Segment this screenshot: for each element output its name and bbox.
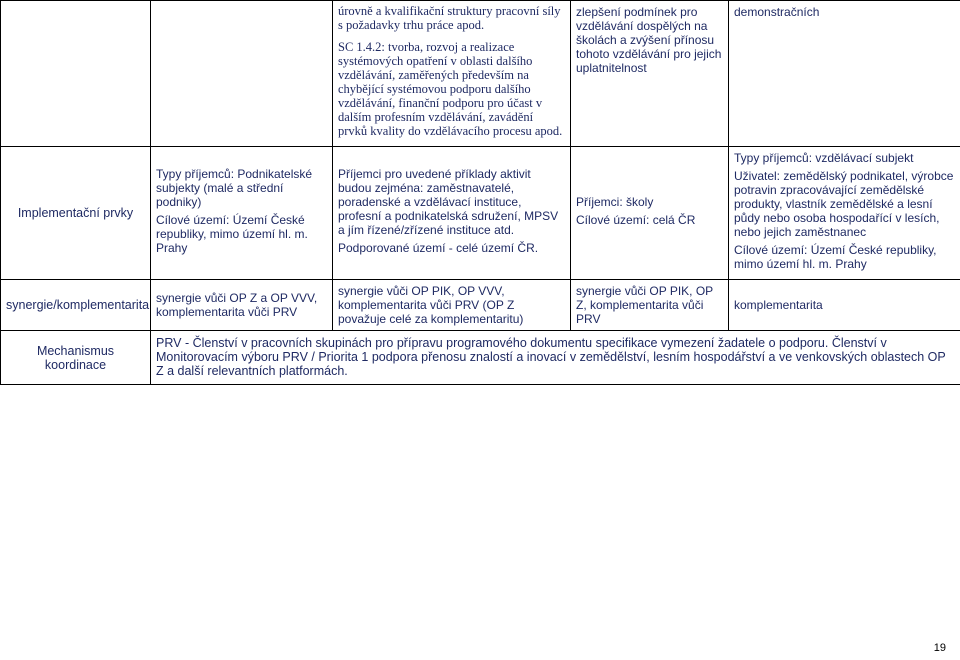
row-header-synergy: synergie/komplementarita [1,280,151,331]
cell-text: SC 1.4.2: tvorba, rozvoj a realizace systémových opatření v oblasti dalšího vzdělávání, zaměřených především na chybějící systémovou podporu dalšího vzdělávání, finanční podporu pro účast v dalším profesním vzdělávání, zavádění prvků kvality do vzdělávacího procesu apod. [338,40,563,138]
cell-coordination: PRV - Členství v pracovních skupinách pro přípravu programového dokumentu specifikace vymezení žadatele o podporu. Členství v Monitorovacím výboru PRV / Priorita 1 podpora přenosu znalostí a inovací v zemědělství, lesním hospodářství a ve venkovských oblastech OP Z a další relevantních platformách. [151,331,960,385]
table-row-synergy [1,280,960,331]
cell-text: úrovně a kvalifikační struktury pracovní síly s požadavky trhu práce apod. [338,4,561,32]
table-row-implementation [1,147,960,280]
cell-impl-col5 [729,147,960,280]
cell-text: Příjemci pro uvedené příklady aktivit budou zejména: zaměstnavatelé, poradenské a vzdělávací instituce, profesní a podnikatelská sdružení, MPSV a jím řízené/zřízené instituce atd. [338,167,559,237]
cell-text: demonstračních [734,5,820,19]
table-row-continuation [1,1,960,147]
cell-text: zlepšení podmínek pro vzdělávání dospělých na školách a zvýšení přínosu tohoto vzdělávání pro jejich uplatnitelnost [576,5,722,75]
cell-text: Podporované území - celé území ČR. [338,241,539,255]
cell-impl-col4 [571,147,729,280]
row-header-empty [1,1,151,147]
cell-text: Cílové území: celá ČR [576,213,696,227]
cell-top-col3 [333,1,571,147]
cell-syn-col2: synergie vůči OP Z a OP VVV, komplementarita vůči PRV [151,280,333,331]
cell-top-col4 [571,1,729,147]
cell-text: Cílové území: Území České republiky, mimo území hl. m. Prahy [734,243,937,271]
table-row-coordination [1,331,960,385]
cell-text: Uživatel: zemědělský podnikatel, výrobce potravin zpracovávající zemědělské produkty, vlastník zemědělské a lesní půdy nebo osoba hospodařící v lesích, nebo jejich zaměstnanec [734,169,954,239]
cell-text: Cílové území: Území České republiky, mimo území hl. m. Prahy [156,213,308,255]
cell-impl-col2 [151,147,333,280]
cell-impl-col3 [333,147,571,280]
cell-syn-col5: komplementarita [729,280,960,331]
cell-syn-col4: synergie vůči OP PIK, OP Z, komplementarita vůči PRV [571,280,729,331]
cell-empty [151,1,333,147]
row-header-coordination: Mechanismus koordinace [1,331,151,385]
cell-top-col5 [729,1,960,147]
row-header-implementation: Implementační prvky [1,147,151,280]
cell-text: Příjemci: školy [576,195,654,209]
cell-text: Typy příjemců: Podnikatelské subjekty (malé a střední podniky) [156,167,313,209]
cell-syn-col3: synergie vůči OP PIK, OP VVV, komplementarita vůči PRV (OP Z považuje celé za komplementaritu) [333,280,571,331]
page-number: 19 [933,642,946,654]
cell-text: Typy příjemců: vzdělávací subjekt [734,151,914,165]
